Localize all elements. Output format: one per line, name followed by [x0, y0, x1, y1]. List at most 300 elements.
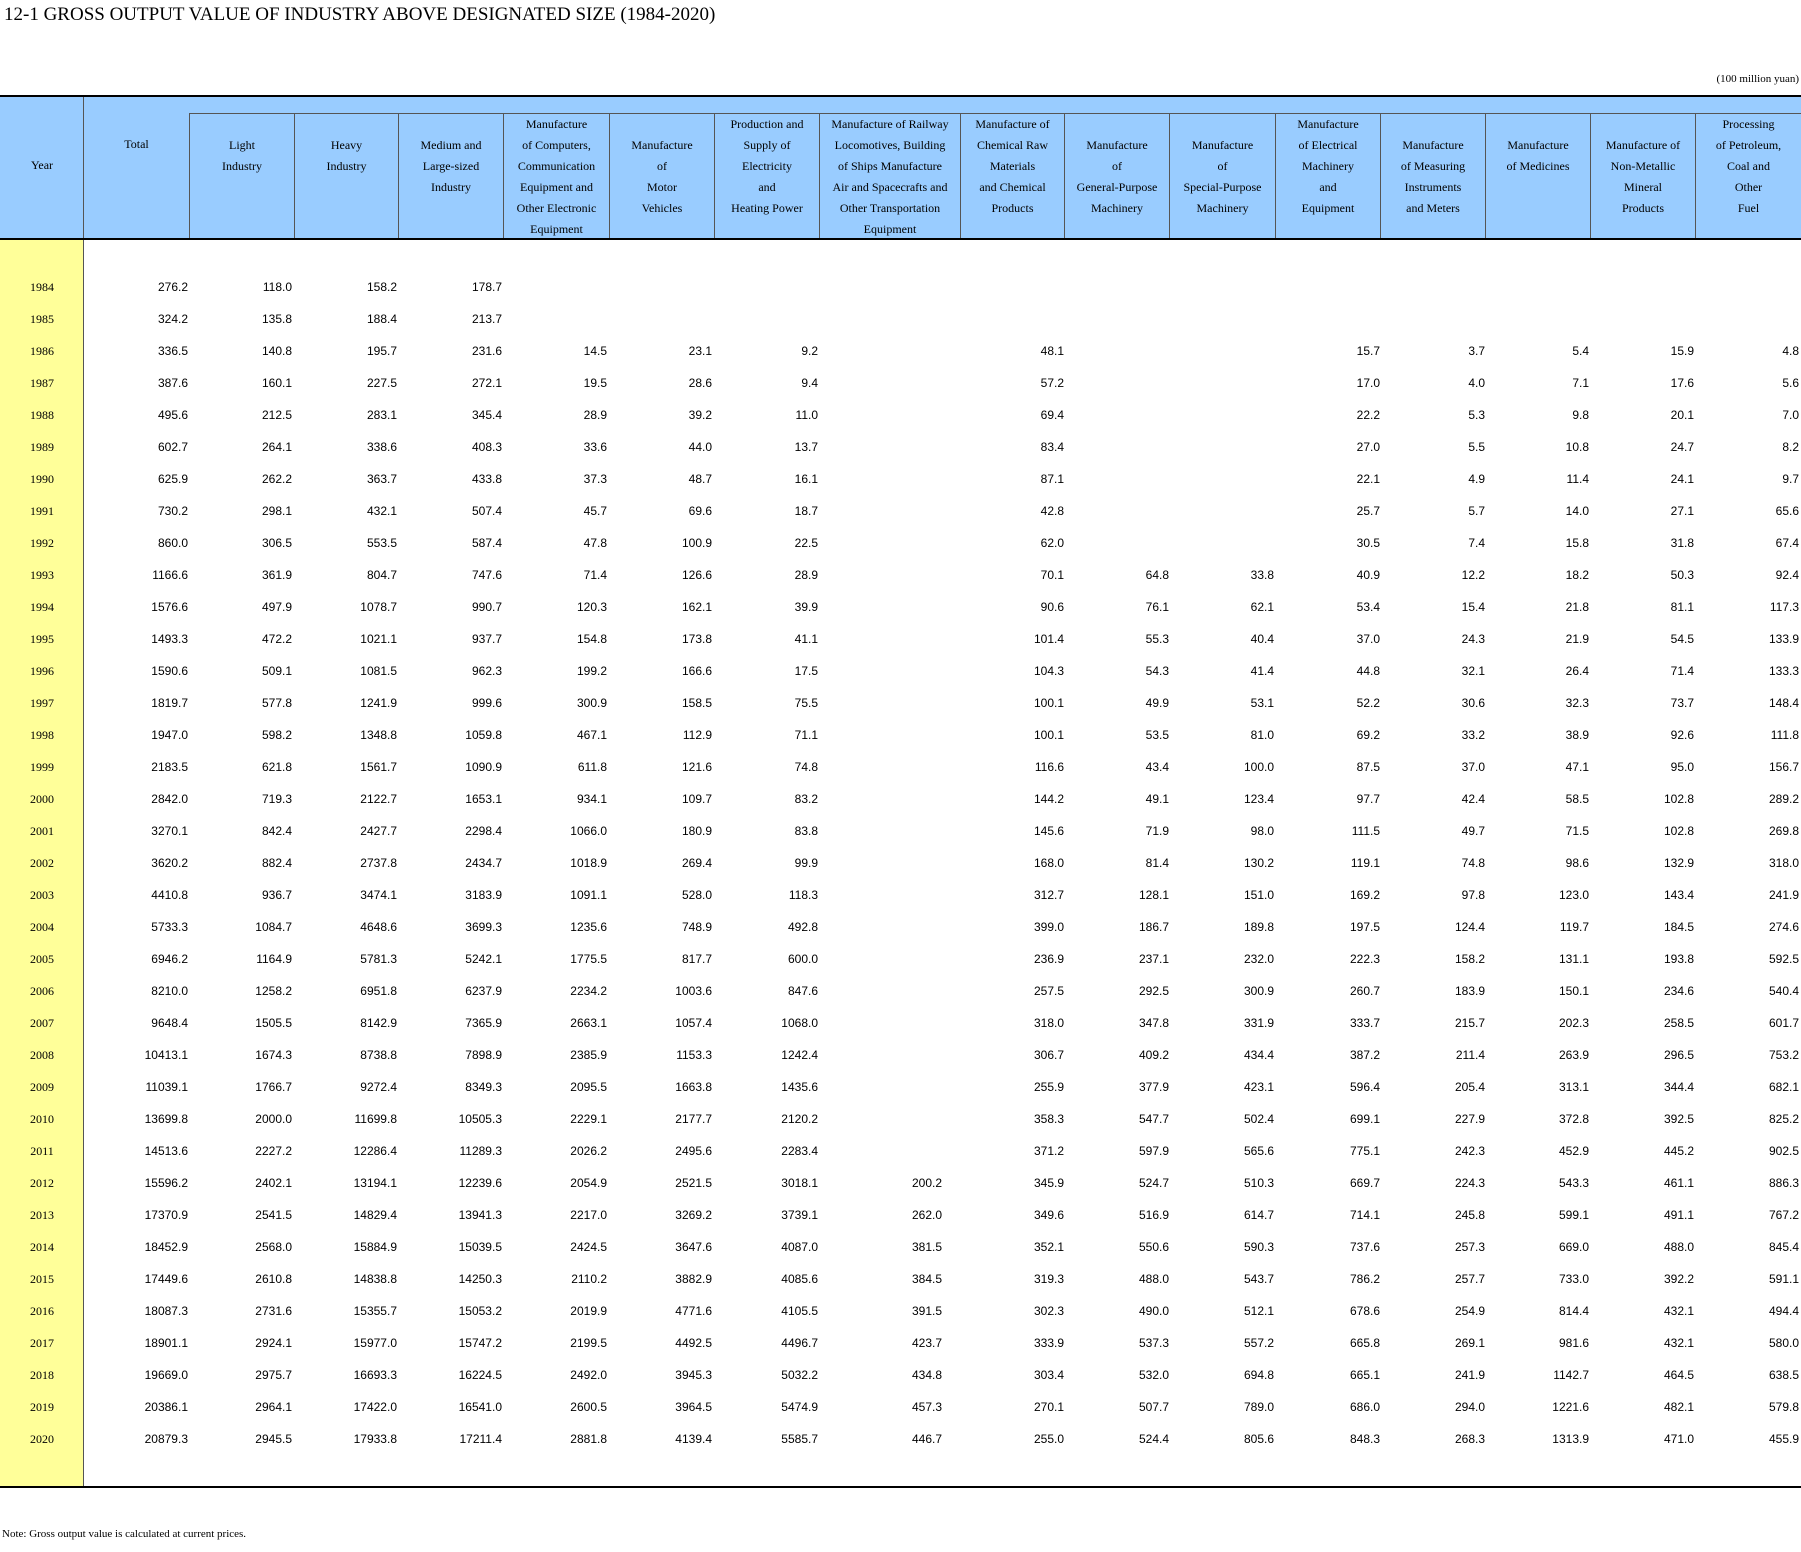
- table-cell: 669.0: [1558, 1240, 1589, 1254]
- table-cell: 2842.0: [151, 792, 188, 806]
- table-cell: 4087.0: [781, 1240, 818, 1254]
- row-year: 1995: [30, 632, 54, 646]
- row-year: 1992: [30, 536, 54, 550]
- row-year: 2017: [30, 1336, 54, 1350]
- table-cell: 81.4: [1145, 856, 1169, 870]
- table-cell: 11289.3: [459, 1144, 502, 1158]
- table-cell: 753.2: [1768, 1048, 1799, 1062]
- table-cell: 5781.3: [360, 952, 397, 966]
- table-cell: 3964.5: [675, 1400, 712, 1414]
- table-cell: 1241.9: [360, 696, 397, 710]
- table-cell: 300.9: [576, 696, 607, 710]
- table-cell: 805.6: [1243, 1432, 1274, 1446]
- table-cell: 44.8: [1356, 664, 1380, 678]
- table-cell: 392.5: [1663, 1112, 1694, 1126]
- table-cell: 264.1: [261, 440, 292, 454]
- table-cell: 169.2: [1349, 888, 1380, 902]
- table-cell: 9.4: [801, 376, 818, 390]
- table-cell: 269.1: [1454, 1336, 1485, 1350]
- row-year: 2008: [30, 1048, 54, 1062]
- table-cell: 434.8: [911, 1368, 942, 1382]
- header-column-3: [398, 113, 503, 238]
- table-cell: 1142.7: [1553, 1368, 1589, 1382]
- table-cell: 186.7: [1138, 920, 1169, 934]
- table-cell: 193.8: [1663, 952, 1694, 966]
- table-cell: 1505.5: [255, 1016, 292, 1030]
- table-cell: 92.4: [1775, 568, 1799, 582]
- table-cell: 55.3: [1145, 632, 1169, 646]
- table-cell: 4.9: [1468, 472, 1485, 486]
- table-cell: 76.1: [1145, 600, 1169, 614]
- row-year: 2002: [30, 856, 54, 870]
- table-cell: 333.9: [1033, 1336, 1064, 1350]
- table-cell: 98.0: [1250, 824, 1274, 838]
- row-year: 2006: [30, 984, 54, 998]
- table-cell: 1166.6: [152, 568, 188, 582]
- table-cell: 579.8: [1768, 1400, 1799, 1414]
- table-cell: 497.9: [261, 600, 292, 614]
- table-cell: 16.1: [794, 472, 818, 486]
- row-year: 1990: [30, 472, 54, 486]
- table-cell: 1435.6: [781, 1080, 818, 1094]
- table-cell: 37.0: [1461, 760, 1485, 774]
- table-cell: 10413.1: [144, 1048, 188, 1062]
- table-cell: 100.1: [1033, 728, 1064, 742]
- table-cell: 28.6: [688, 376, 712, 390]
- table-cell: 5032.2: [781, 1368, 818, 1382]
- table-cell: 591.1: [1768, 1272, 1799, 1286]
- table-cell: 432.1: [1663, 1304, 1694, 1318]
- table-cell: 3269.2: [675, 1208, 712, 1222]
- table-cell: 999.6: [471, 696, 502, 710]
- table-cell: 173.8: [681, 632, 712, 646]
- table-cell: 27.1: [1670, 504, 1694, 518]
- table-cell: 847.6: [787, 984, 818, 998]
- table-cell: 6946.2: [151, 952, 188, 966]
- table-cell: 8.2: [1782, 440, 1799, 454]
- table-cell: 241.9: [1454, 1368, 1485, 1382]
- header-column-label: Manufacture of Computers, Communication Equipment and Other Electronic Equipment: [516, 117, 597, 236]
- table-cell: 87.5: [1356, 760, 1380, 774]
- table-cell: 71.4: [1670, 664, 1694, 678]
- table-cell: 543.7: [1243, 1272, 1274, 1286]
- table-cell: 1313.9: [1552, 1432, 1589, 1446]
- table-cell: 124.4: [1454, 920, 1485, 934]
- table-cell: 50.3: [1670, 568, 1694, 582]
- table-cell: 32.1: [1461, 664, 1485, 678]
- table-cell: 553.5: [366, 536, 397, 550]
- row-year: 1999: [30, 760, 54, 774]
- table-cell: 1258.2: [255, 984, 292, 998]
- table-cell: 12.2: [1461, 568, 1485, 582]
- table-cell: 2924.1: [255, 1336, 292, 1350]
- table-cell: 69.2: [1356, 728, 1380, 742]
- table-cell: 490.0: [1138, 1304, 1169, 1318]
- table-cell: 31.8: [1670, 536, 1694, 550]
- table-cell: 2095.5: [570, 1080, 607, 1094]
- table-cell: 387.2: [1349, 1048, 1380, 1062]
- table-cell: 32.3: [1565, 696, 1589, 710]
- table-cell: 495.6: [157, 408, 188, 422]
- table-cell: 306.5: [261, 536, 292, 550]
- table-cell: 2177.7: [675, 1112, 712, 1126]
- table-cell: 189.8: [1243, 920, 1274, 934]
- header-column-label: Heavy Industry: [326, 138, 367, 173]
- table-cell: 100.0: [1243, 760, 1274, 774]
- table-cell: 298.1: [261, 504, 292, 518]
- table-cell: 44.0: [688, 440, 712, 454]
- table-cell: 524.7: [1138, 1176, 1169, 1190]
- table-cell: 352.1: [1033, 1240, 1064, 1254]
- table-cell: 981.6: [1558, 1336, 1589, 1350]
- table-cell: 160.1: [261, 376, 292, 390]
- table-cell: 1057.4: [675, 1016, 712, 1030]
- table-cell: 112.9: [682, 728, 712, 742]
- table-cell: 22.2: [1356, 408, 1380, 422]
- row-year: 2000: [30, 792, 54, 806]
- table-cell: 8210.0: [151, 984, 188, 998]
- table-cell: 215.7: [1454, 1016, 1485, 1030]
- table-cell: 614.7: [1243, 1208, 1274, 1222]
- table-cell: 144.2: [1033, 792, 1064, 806]
- row-year: 2003: [30, 888, 54, 902]
- table-cell: 990.7: [471, 600, 502, 614]
- table-cell: 37.3: [583, 472, 607, 486]
- table-cell: 882.4: [261, 856, 292, 870]
- table-cell: 71.4: [583, 568, 607, 582]
- table-cell: 2521.5: [675, 1176, 712, 1190]
- table-cell: 8738.8: [360, 1048, 397, 1062]
- table-cell: 2964.1: [255, 1400, 292, 1414]
- table-cell: 132.9: [1663, 856, 1694, 870]
- table-cell: 13194.1: [353, 1176, 397, 1190]
- table-cell: 81.1: [1670, 600, 1694, 614]
- table-cell: 15039.5: [458, 1240, 502, 1254]
- table-cell: 433.8: [471, 472, 502, 486]
- table-cell: 347.8: [1138, 1016, 1169, 1030]
- table-cell: 47.8: [583, 536, 607, 550]
- table-cell: 714.1: [1349, 1208, 1380, 1222]
- table-cell: 377.9: [1138, 1080, 1169, 1094]
- table-cell: 338.6: [366, 440, 397, 454]
- table-cell: 14829.4: [353, 1208, 397, 1222]
- table-cell: 83.8: [794, 824, 818, 838]
- table-cell: 512.1: [1243, 1304, 1274, 1318]
- table-cell: 119.7: [1559, 920, 1589, 934]
- table-cell: 49.9: [1145, 696, 1169, 710]
- table-cell: 131.1: [1558, 952, 1589, 966]
- table-cell: 148.4: [1768, 696, 1799, 710]
- table-cell: 135.8: [261, 312, 292, 326]
- table-cell: 719.3: [261, 792, 292, 806]
- table-bottom-rule: [0, 1486, 1801, 1488]
- table-cell: 20.1: [1670, 408, 1694, 422]
- table-cell: 202.3: [1558, 1016, 1589, 1030]
- table-cell: 49.1: [1145, 792, 1169, 806]
- table-cell: 2000.0: [255, 1112, 292, 1126]
- table-cell: 302.3: [1033, 1304, 1064, 1318]
- header-column-15: [1695, 113, 1801, 238]
- table-cell: 817.7: [681, 952, 712, 966]
- table-cell: 57.2: [1040, 376, 1064, 390]
- table-cell: 638.5: [1768, 1368, 1799, 1382]
- table-cell: 488.0: [1138, 1272, 1169, 1286]
- table-cell: 509.1: [261, 664, 292, 678]
- table-cell: 3882.9: [675, 1272, 712, 1286]
- table-cell: 600.0: [787, 952, 818, 966]
- table-cell: 461.1: [1663, 1176, 1694, 1190]
- table-cell: 399.0: [1033, 920, 1064, 934]
- table-cell: 825.2: [1768, 1112, 1799, 1126]
- table-cell: 2495.6: [675, 1144, 712, 1158]
- table-cell: 408.3: [471, 440, 502, 454]
- table-cell: 123.0: [1558, 888, 1589, 902]
- table-cell: 292.5: [1138, 984, 1169, 998]
- table-cell: 74.8: [794, 760, 818, 774]
- table-cell: 62.1: [1250, 600, 1274, 614]
- table-cell: 492.8: [787, 920, 818, 934]
- table-cell: 2110.2: [571, 1272, 607, 1286]
- table-cell: 598.2: [261, 728, 292, 742]
- table-cell: 254.9: [1454, 1304, 1485, 1318]
- table-cell: 550.6: [1138, 1240, 1169, 1254]
- table-cell: 123.4: [1243, 792, 1274, 806]
- table-cell: 257.5: [1033, 984, 1064, 998]
- header-column-14: [1590, 113, 1695, 238]
- table-cell: 7.0: [1782, 408, 1799, 422]
- table-cell: 262.2: [261, 472, 292, 486]
- table-cell: 17.6: [1670, 376, 1694, 390]
- table-cell: 11039.1: [145, 1080, 188, 1094]
- table-cell: 227.5: [366, 376, 397, 390]
- header-column-label: Manufacture of Medicines: [1506, 138, 1570, 173]
- table-cell: 392.2: [1663, 1272, 1694, 1286]
- row-year: 1996: [30, 664, 54, 678]
- table-cell: 39.9: [794, 600, 818, 614]
- table-cell: 5.4: [1572, 344, 1589, 358]
- header-column-10: [1169, 113, 1275, 238]
- table-cell: 318.0: [1033, 1016, 1064, 1030]
- row-year: 2009: [30, 1080, 54, 1094]
- table-cell: 17449.6: [144, 1272, 188, 1286]
- table-cell: 111.5: [1351, 824, 1380, 838]
- table-cell: 21.9: [1565, 632, 1589, 646]
- table-cell: 43.4: [1145, 760, 1169, 774]
- table-cell: 1819.7: [151, 696, 188, 710]
- header-column-2: [294, 113, 398, 238]
- table-cell: 9.8: [1572, 408, 1589, 422]
- table-cell: 197.5: [1349, 920, 1380, 934]
- table-cell: 4105.5: [781, 1304, 818, 1318]
- table-cell: 1493.3: [151, 632, 188, 646]
- table-cell: 2019.9: [570, 1304, 607, 1318]
- table-cell: 934.1: [576, 792, 607, 806]
- table-cell: 482.1: [1663, 1400, 1694, 1414]
- table-cell: 345.4: [471, 408, 502, 422]
- table-cell: 28.9: [583, 408, 607, 422]
- table-cell: 75.5: [794, 696, 818, 710]
- table-cell: 231.6: [471, 344, 502, 358]
- table-cell: 117.3: [1769, 600, 1799, 614]
- table-cell: 1021.1: [360, 632, 397, 646]
- header-column-12: [1380, 113, 1485, 238]
- table-cell: 237.1: [1138, 952, 1169, 966]
- table-cell: 100.1: [1033, 696, 1064, 710]
- table-cell: 8142.9: [360, 1016, 397, 1030]
- table-cell: 258.5: [1663, 1016, 1694, 1030]
- table-cell: 2731.6: [255, 1304, 292, 1318]
- table-cell: 665.8: [1349, 1336, 1380, 1350]
- table-cell: 472.2: [261, 632, 292, 646]
- table-cell: 18901.1: [144, 1336, 188, 1350]
- table-cell: 47.1: [1565, 760, 1589, 774]
- table-cell: 23.1: [688, 344, 712, 358]
- table-cell: 432.1: [1663, 1336, 1694, 1350]
- table-cell: 2217.0: [570, 1208, 607, 1222]
- row-year: 2016: [30, 1304, 54, 1318]
- table-cell: 423.1: [1243, 1080, 1274, 1094]
- table-cell: 363.7: [366, 472, 397, 486]
- table-cell: 1590.6: [151, 664, 188, 678]
- table-cell: 313.1: [1558, 1080, 1589, 1094]
- table-cell: 227.9: [1454, 1112, 1485, 1126]
- table-cell: 102.8: [1663, 824, 1694, 838]
- table-cell: 601.7: [1768, 1016, 1799, 1030]
- table-cell: 1235.6: [570, 920, 607, 934]
- table-cell: 665.1: [1349, 1368, 1380, 1382]
- header-column-1: [189, 113, 294, 238]
- table-cell: 118.3: [788, 888, 818, 902]
- table-cell: 4.8: [1782, 344, 1799, 358]
- table-cell: 5733.3: [151, 920, 188, 934]
- table-cell: 130.2: [1243, 856, 1274, 870]
- table-cell: 391.5: [911, 1304, 942, 1318]
- table-cell: 3183.9: [465, 888, 502, 902]
- table-cell: 10.8: [1565, 440, 1589, 454]
- table-cell: 188.4: [366, 312, 397, 326]
- table-cell: 62.0: [1040, 536, 1064, 550]
- table-cell: 804.7: [366, 568, 397, 582]
- table-cell: 140.8: [261, 344, 292, 358]
- table-cell: 4771.6: [675, 1304, 712, 1318]
- table-cell: 5.3: [1468, 408, 1485, 422]
- table-cell: 33.6: [583, 440, 607, 454]
- table-cell: 40.9: [1356, 568, 1380, 582]
- table-cell: 455.9: [1768, 1432, 1799, 1446]
- table-cell: 580.0: [1768, 1336, 1799, 1350]
- table-cell: 303.4: [1033, 1368, 1064, 1382]
- header-column-label: Processing of Petroleum, Coal and Other Fuel: [1715, 117, 1782, 215]
- table-cell: 37.0: [1356, 632, 1380, 646]
- table-cell: 14.5: [583, 344, 607, 358]
- table-cell: 58.5: [1565, 792, 1589, 806]
- row-year: 2014: [30, 1240, 54, 1254]
- table-cell: 1164.9: [256, 952, 292, 966]
- table-cell: 2229.1: [570, 1112, 607, 1126]
- table-cell: 747.6: [471, 568, 502, 582]
- table-cell: 3474.1: [360, 888, 397, 902]
- table-cell: 48.7: [688, 472, 712, 486]
- table-cell: 48.1: [1040, 344, 1064, 358]
- table-cell: 119.1: [1350, 856, 1380, 870]
- row-year: 2018: [30, 1368, 54, 1382]
- table-cell: 83.4: [1040, 440, 1064, 454]
- table-cell: 767.2: [1768, 1208, 1799, 1222]
- table-cell: 524.4: [1138, 1432, 1169, 1446]
- header-column-label: Manufacture of Non-Metallic Mineral Products: [1605, 138, 1681, 215]
- table-cell: 101.4: [1033, 632, 1064, 646]
- table-cell: 200.2: [911, 1176, 942, 1190]
- table-cell: 268.3: [1454, 1432, 1485, 1446]
- table-cell: 90.6: [1040, 600, 1064, 614]
- table-cell: 64.8: [1145, 568, 1169, 582]
- table-cell: 384.5: [911, 1272, 942, 1286]
- table-cell: 97.8: [1461, 888, 1485, 902]
- table-cell: 30.5: [1356, 536, 1380, 550]
- table-cell: 14.0: [1565, 504, 1589, 518]
- table-cell: 2283.4: [781, 1144, 818, 1158]
- table-cell: 26.4: [1565, 664, 1589, 678]
- table-cell: 99.9: [794, 856, 818, 870]
- table-cell: 28.9: [794, 568, 818, 582]
- table-cell: 15977.0: [353, 1336, 397, 1350]
- table-cell: 245.8: [1454, 1208, 1485, 1222]
- table-cell: 70.1: [1040, 568, 1064, 582]
- table-cell: 19.5: [583, 376, 607, 390]
- table-cell: 38.9: [1565, 728, 1589, 742]
- table-cell: 507.7: [1138, 1400, 1169, 1414]
- table-cell: 1059.8: [465, 728, 502, 742]
- table-cell: 7898.9: [465, 1048, 502, 1062]
- table-cell: 669.7: [1349, 1176, 1380, 1190]
- table-cell: 372.8: [1558, 1112, 1589, 1126]
- table-cell: 937.7: [471, 632, 502, 646]
- table-cell: 936.7: [261, 888, 292, 902]
- header-column-label: Manufacture of Motor Vehicles: [631, 138, 693, 215]
- table-cell: 54.3: [1145, 664, 1169, 678]
- table-cell: 16541.0: [458, 1400, 502, 1414]
- row-year: 1984: [30, 280, 54, 294]
- table-cell: 54.5: [1670, 632, 1694, 646]
- table-cell: 6237.9: [465, 984, 502, 998]
- table-cell: 73.7: [1670, 696, 1694, 710]
- table-cell: 121.6: [681, 760, 712, 774]
- table-cell: 69.4: [1040, 408, 1064, 422]
- table-cell: 13699.8: [144, 1112, 188, 1126]
- table-cell: 361.9: [261, 568, 292, 582]
- table-cell: 24.3: [1461, 632, 1485, 646]
- table-cell: 41.1: [794, 632, 818, 646]
- table-cell: 577.8: [261, 696, 292, 710]
- table-cell: 2663.1: [570, 1016, 607, 1030]
- table-cell: 387.6: [157, 376, 188, 390]
- table-cell: 274.6: [1768, 920, 1799, 934]
- table-cell: 457.3: [911, 1400, 942, 1414]
- table-cell: 257.3: [1454, 1240, 1485, 1254]
- table-cell: 294.0: [1454, 1400, 1485, 1414]
- table-cell: 95.0: [1670, 760, 1694, 774]
- header-column-6: [714, 113, 819, 238]
- header-column-label: Manufacture of Railway Locomotives, Building of Ships Manufacture Air and Spacecrafts and Other Transportation Equipment: [831, 117, 949, 236]
- table-cell: 2975.7: [255, 1368, 292, 1382]
- table-cell: 510.3: [1243, 1176, 1274, 1190]
- header-column-label: Manufacture of Chemical Raw Materials and Chemical Products: [975, 117, 1050, 215]
- table-cell: 5242.1: [465, 952, 502, 966]
- table-cell: 452.9: [1558, 1144, 1589, 1158]
- table-cell: 21.8: [1565, 600, 1589, 614]
- table-cell: 611.8: [577, 760, 607, 774]
- table-cell: 20879.3: [144, 1432, 188, 1446]
